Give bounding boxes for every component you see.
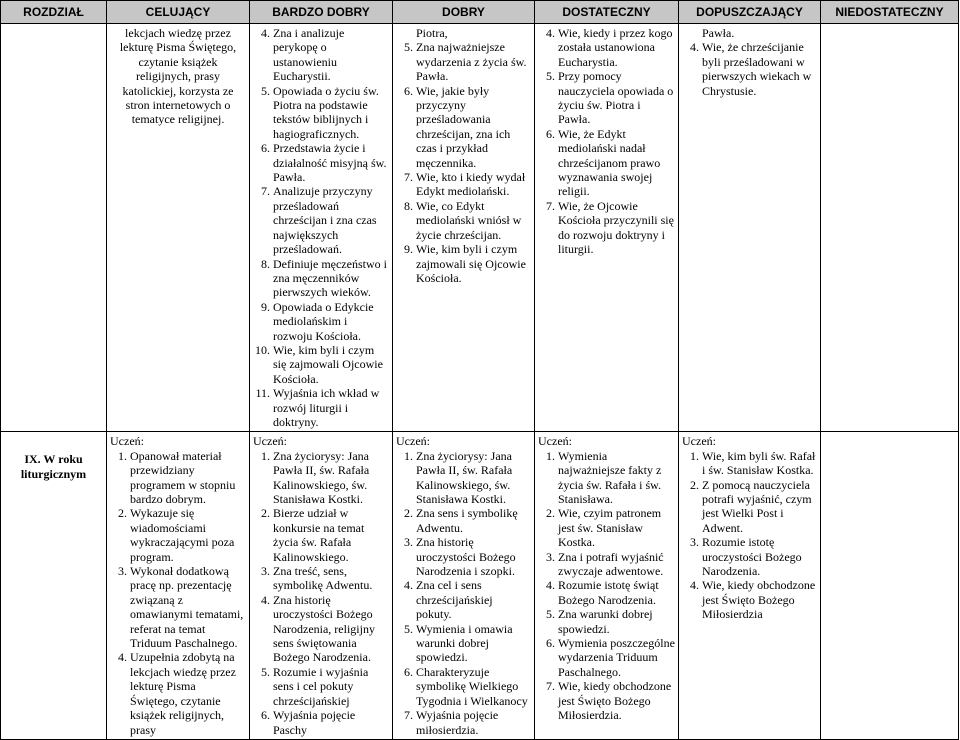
- requirement-item: 6. Wyjaśnia pojęcie Paschy: [273, 708, 389, 737]
- requirement-item: 7. Wie, kto i kiedy wydał Edykt mediolański.: [416, 170, 531, 199]
- dobry-cell: [393, 432, 535, 740]
- requirement-list: [396, 40, 531, 285]
- requirement-item: 6. Przedstawia życie i działalność misyjną św. Pawła.: [273, 141, 389, 184]
- requirement-item: 5. Przy pomocy nauczyciela opowiada o życiu św. Piotra i Pawła.: [558, 69, 675, 127]
- requirement-item: 2. Z pomocą nauczyciela potrafi wyjaśnić, czym jest Wielki Post i Adwent.: [702, 478, 817, 536]
- section-cell: [1, 24, 107, 432]
- student-label: Uczeń:: [253, 434, 287, 449]
- celujacy-cell: [107, 24, 250, 432]
- header-row: [1, 1, 959, 24]
- table-row: [1, 432, 959, 740]
- requirement-item: 8. Wie, co Edykt mediolański wniósł w życie chrześcijan.: [416, 199, 531, 242]
- header-dostateczny: DOSTATECZNY: [535, 1, 679, 24]
- dopuszczajacy-cell: [679, 432, 821, 740]
- dostateczny-cell: [535, 24, 679, 432]
- celujacy-cell: [107, 432, 250, 740]
- section-cell: IX. W roku liturgicznym: [1, 432, 107, 740]
- requirement-list: [538, 449, 675, 723]
- requirement-item: 7. Wie, kiedy obchodzone jest Święto Bożego Miłosierdzia.: [558, 679, 675, 722]
- requirement-item: 1. Zna życiorysy: Jana Pawła II, św. Rafała Kalinowskiego, św. Stanisława Kostki.: [273, 449, 389, 507]
- requirement-item: 11. Wyjaśnia ich wkład w rozwój liturgii i doktryny.: [273, 386, 389, 429]
- requirement-item: 3. Zna i potrafi wyjaśnić zwyczaje adwentowe.: [558, 550, 675, 579]
- requirement-item: 4. Zna cel i sens chrześcijańskiej pokuty.: [416, 578, 531, 621]
- requirement-item: 4. Wie, że chrześcijanie byli prześladowani w pierwszych wiekach w Chrystusie.: [702, 40, 817, 98]
- requirement-item: 2. Bierze udział w konkursie na temat życia św. Rafała Kalinowskiego.: [273, 506, 389, 564]
- header-celujacy: CELUJĄCY: [107, 1, 250, 24]
- niedostateczny-cell: [821, 432, 959, 740]
- dobry-cell: [393, 24, 535, 432]
- requirement-item: 9. Opowiada o Edykcie mediolańskim i rozwoju Kościoła.: [273, 300, 389, 343]
- requirement-list: [110, 449, 246, 737]
- continuation-text: Piotra,: [416, 26, 448, 40]
- continuation-text: Pawła.: [702, 26, 735, 40]
- header-niedostateczny: NIEDOSTATECZNY: [821, 1, 959, 24]
- requirement-item: 5. Wymienia i omawia warunki dobrej spowiedzi.: [416, 622, 531, 665]
- requirement-item: 10. Wie, kim byli i czym się zajmowali Ojcowie Kościoła.: [273, 343, 389, 386]
- requirement-item: 6. Wie, że Edykt mediolański nadał chrześcijanom prawo wyznawania swojej religii.: [558, 127, 675, 199]
- requirement-item: 1. Wymienia najważniejsze fakty z życia św. Rafała i św. Stanisława.: [558, 449, 675, 507]
- header-dopuszczajacy: DOPUSZCZAJĄCY: [679, 1, 821, 24]
- requirement-item: 5. Zna najważniejsze wydarzenia z życia św. Pawła.: [416, 40, 531, 83]
- requirement-item: 6. Wymienia poszczególne wydarzenia Triduum Paschalnego.: [558, 636, 675, 679]
- header-dobry: DOBRY: [393, 1, 535, 24]
- requirement-item: 6. Wie, jakie były przyczyny prześladowania chrześcijan, zna ich czas i przykład męczennika.: [416, 84, 531, 170]
- requirement-item: 6. Charakteryzuje symbolikę Wielkiego Tygodnia i Wielkanocy: [416, 665, 531, 708]
- requirement-item: 3. Rozumie istotę uroczystości Bożego Narodzenia.: [702, 535, 817, 578]
- header-rozdzial: ROZDZIAŁ: [1, 1, 107, 24]
- requirement-item: 1. Wie, kim byli św. Rafał i św. Stanisław Kostka.: [702, 449, 817, 478]
- requirement-item: 4. Zna i analizuje perykopę o ustanowieniu Eucharystii.: [273, 26, 389, 84]
- requirement-item: 7. Wie, że Ojcowie Kościoła przyczynili się do rozwoju doktryny i liturgii.: [558, 199, 675, 257]
- requirement-item: 2. Wykazuje się wiadomościami wykraczającymi poza program.: [130, 506, 246, 564]
- dopuszczajacy-cell: [679, 24, 821, 432]
- requirement-item: 5. Opowiada o życiu św. Piotra na podstawie tekstów biblijnych i hagiograficznych.: [273, 84, 389, 142]
- requirement-item: 9. Wie, kim byli i czym zajmowali się Ojcowie Kościoła.: [416, 242, 531, 285]
- requirement-item: 8. Definiuje męczeństwo i zna męczenników pierwszych wieków.: [273, 257, 389, 300]
- dostateczny-cell: [535, 432, 679, 740]
- niedostateczny-cell: [821, 24, 959, 432]
- requirement-list: [682, 40, 817, 98]
- requirement-list: [396, 449, 531, 737]
- bardzo-dobry-cell: [250, 24, 393, 432]
- requirement-item: 3. Zna treść, sens, symbolikę Adwentu.: [273, 564, 389, 593]
- header-bardzo-dobry: BARDZO DOBRY: [250, 1, 393, 24]
- requirement-item: 4. Zna historię uroczystości Bożego Narodzenia, religijny sens świętowania Bożego Narodzenia.: [273, 593, 389, 665]
- student-label: Uczeń:: [538, 434, 572, 449]
- requirement-list: [538, 26, 675, 257]
- requirement-item: 3. Zna historię uroczystości Bożego Narodzenia i szopki.: [416, 535, 531, 578]
- requirement-item: 2. Zna sens i symbolikę Adwentu.: [416, 506, 531, 535]
- requirement-item: 1. Zna życiorysy: Jana Pawła II, św. Rafała Kalinowskiego, św. Stanisława Kostki.: [416, 449, 531, 507]
- requirement-text: lekcjach wiedzę przez lekturę Pisma Świętego, czytanie książek religijnych, prasy katolickiej, korzysta ze stron internetowych o tematyce religijnej.: [119, 26, 237, 127]
- requirement-item: 7. Analizuje przyczyny prześladowań chrześcijan i zna czas największych prześladowań.: [273, 184, 389, 256]
- student-label: Uczeń:: [396, 434, 430, 449]
- requirement-item: 4. Uzupełnia zdobytą na lekcjach wiedzę przez lekturę Pisma Świętego, czytanie książek religijnych, prasy: [130, 650, 246, 736]
- requirement-item: 4. Wie, kiedy i przez kogo została ustanowiona Eucharystia.: [558, 26, 675, 69]
- requirement-item: 2. Wie, czyim patronem jest św. Stanisław Kostka.: [558, 506, 675, 549]
- requirement-item: 5. Zna warunki dobrej spowiedzi.: [558, 607, 675, 636]
- requirement-list: [253, 26, 389, 429]
- requirement-item: 4. Wie, kiedy obchodzone jest Święto Bożego Miłosierdzia: [702, 578, 817, 621]
- requirement-list: [253, 449, 389, 737]
- student-label: Uczeń:: [682, 434, 716, 449]
- requirement-item: 7. Wyjaśnia pojęcie miłosierdzia.: [416, 708, 531, 737]
- bardzo-dobry-cell: [250, 432, 393, 740]
- requirement-item: 3. Wykonał dodatkową pracę np. prezentację związaną z omawianymi tematami, referat na temat Triduum Paschalnego.: [130, 564, 246, 650]
- requirement-item: 1. Opanował materiał przewidziany programem w stopniu bardzo dobrym.: [130, 449, 246, 507]
- student-label: Uczeń:: [110, 434, 144, 449]
- requirement-item: 4. Rozumie istotę świąt Bożego Narodzenia.: [558, 578, 675, 607]
- requirement-item: 5. Rozumie i wyjaśnia sens i cel pokuty chrześcijańskiej: [273, 665, 389, 708]
- table-row: [1, 24, 959, 432]
- requirement-list: [682, 449, 817, 622]
